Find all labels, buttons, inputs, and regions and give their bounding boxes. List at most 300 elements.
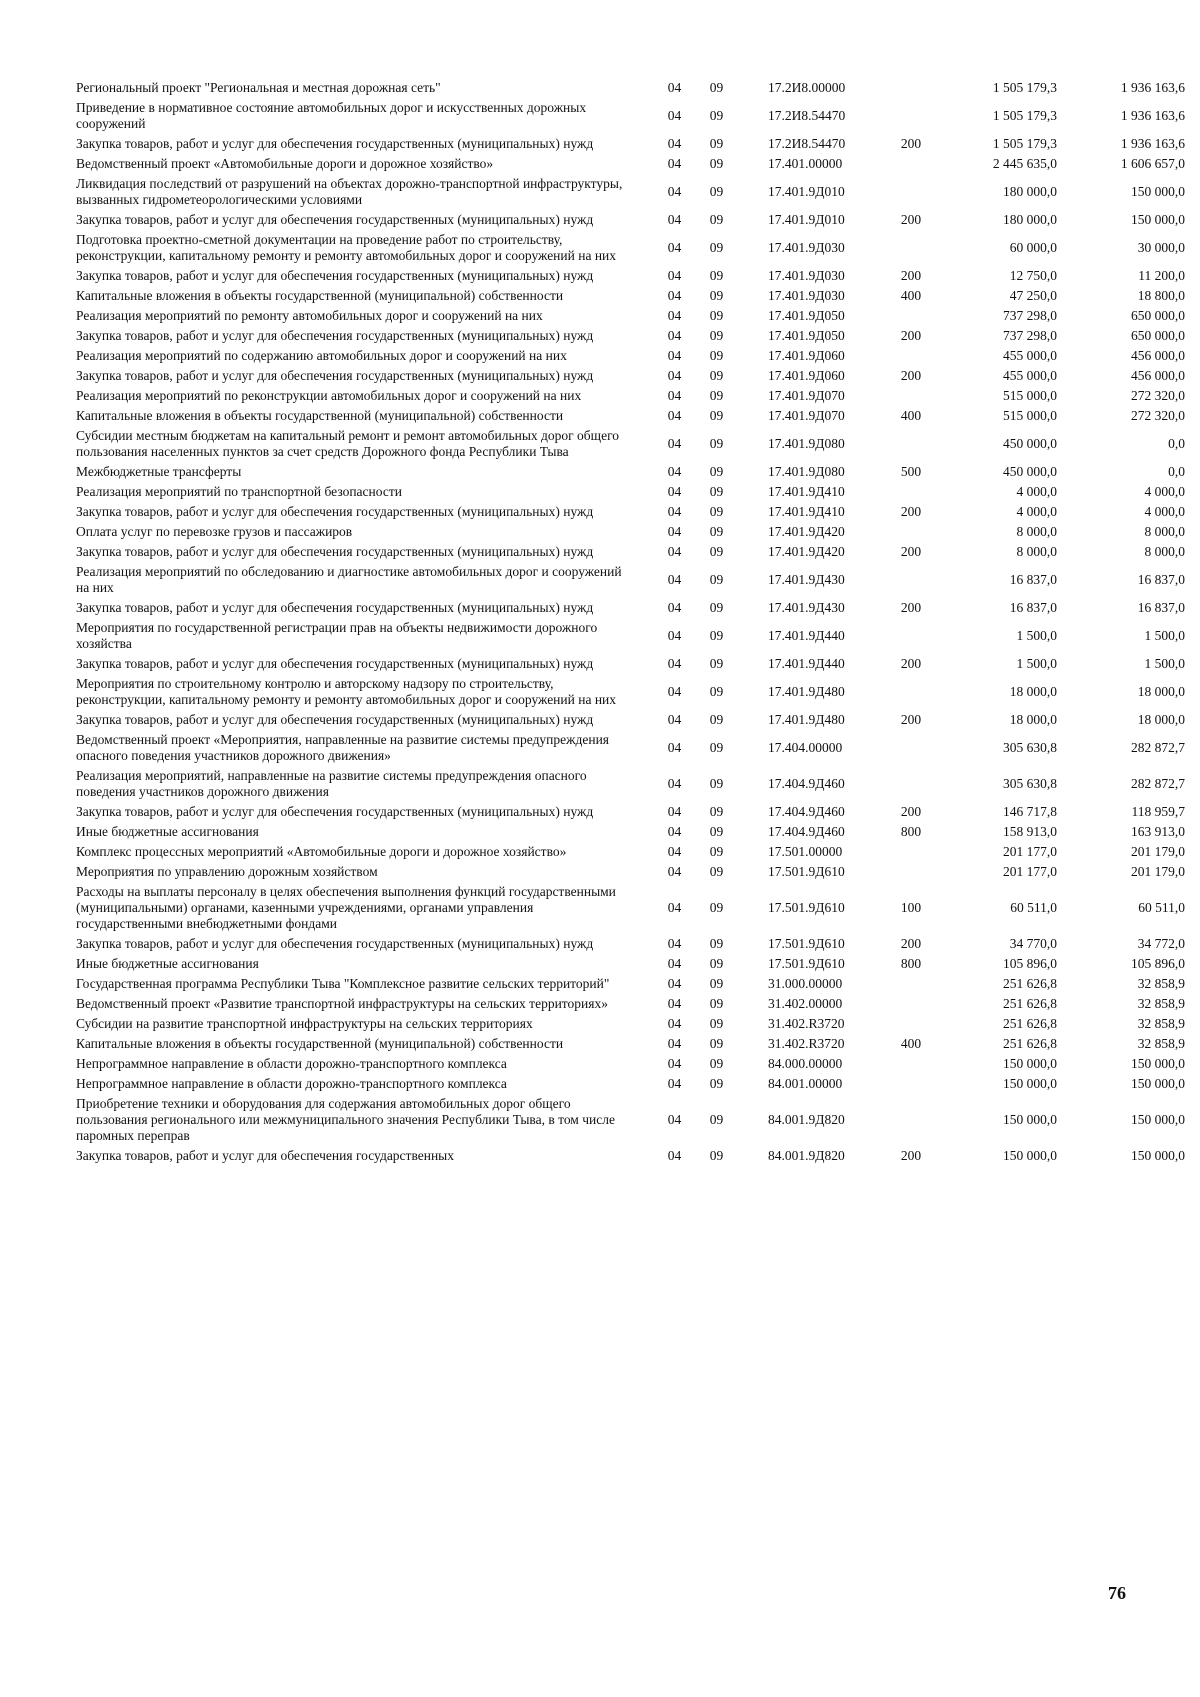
amount-year2-cell: 272 320,0 — [1131, 388, 1185, 403]
subsection-cell: 09 — [709, 996, 724, 1011]
target-code-cell: 17.401.00000 — [768, 156, 843, 171]
amount-year1-cell: 455 000,0 — [1003, 348, 1057, 363]
target-code-cell: 17.401.9Д070 — [768, 408, 845, 423]
section-cell: 04 — [667, 936, 682, 951]
table-row — [76, 134, 1197, 154]
subsection-cell: 09 — [709, 484, 724, 499]
subsection-cell: 09 — [709, 572, 724, 587]
subsection-cell: 09 — [709, 436, 724, 451]
table-row — [76, 230, 1197, 266]
target-code-cell: 17.401.9Д480 — [768, 712, 845, 727]
amount-year1-cell: 16 837,0 — [1009, 572, 1057, 587]
section-cell: 04 — [667, 996, 682, 1011]
row-name-cell: Ведомственный проект «Автомобильные дороги и дорожное хозяйство» — [76, 156, 494, 171]
amount-year2-cell: 1 500,0 — [1144, 628, 1185, 643]
section-cell: 04 — [667, 108, 682, 123]
amount-year1-cell: 450 000,0 — [1003, 464, 1057, 479]
amount-year2-cell: 32 858,9 — [1137, 996, 1185, 1011]
amount-year1-cell: 150 000,0 — [1003, 1112, 1057, 1127]
subsection-cell: 09 — [709, 544, 724, 559]
amount-year2-cell: 150 000,0 — [1131, 1112, 1185, 1127]
section-cell: 04 — [667, 212, 682, 227]
section-cell: 04 — [667, 740, 682, 755]
subsection-cell: 09 — [709, 844, 724, 859]
subsection-cell: 09 — [709, 464, 724, 479]
section-cell: 04 — [667, 504, 682, 519]
expense-type-cell: 200 — [900, 1148, 922, 1163]
table-row — [76, 1146, 1197, 1166]
amount-year2-cell: 150 000,0 — [1131, 1148, 1185, 1163]
amount-year2-cell: 4 000,0 — [1144, 504, 1185, 519]
table-row — [76, 730, 1197, 766]
amount-year1-cell: 60 000,0 — [1009, 240, 1057, 255]
amount-year1-cell: 4 000,0 — [1016, 484, 1057, 499]
amount-year2-cell: 1 500,0 — [1144, 656, 1185, 671]
section-cell: 04 — [667, 184, 682, 199]
amount-year2-cell: 16 837,0 — [1137, 600, 1185, 615]
amount-year1-cell: 2 445 635,0 — [992, 156, 1057, 171]
section-cell: 04 — [667, 436, 682, 451]
expense-type-cell: 200 — [900, 600, 922, 615]
expense-type-cell: 400 — [900, 408, 922, 423]
target-code-cell: 17.404.9Д460 — [768, 804, 845, 819]
section-cell: 04 — [667, 656, 682, 671]
target-code-cell: 17.401.9Д440 — [768, 656, 845, 671]
target-code-cell: 17.404.9Д460 — [768, 824, 845, 839]
row-name-cell: Расходы на выплаты персоналу в целях обеспечения выполнения функций государственными (муниципальными) органами, казенными учреждениями, органами управления государственными внебюджетными фондами — [76, 884, 616, 931]
subsection-cell: 09 — [709, 1112, 724, 1127]
subsection-cell: 09 — [709, 1076, 724, 1091]
row-name-cell: Мероприятия по управлению дорожным хозяйством — [76, 864, 378, 879]
section-cell: 04 — [667, 864, 682, 879]
subsection-cell: 09 — [709, 156, 724, 171]
amount-year1-cell: 450 000,0 — [1003, 436, 1057, 451]
target-code-cell: 17.401.9Д420 — [768, 544, 845, 559]
amount-year2-cell: 1 606 657,0 — [1120, 156, 1185, 171]
table-row — [76, 710, 1197, 730]
target-code-cell: 84.000.00000 — [768, 1056, 843, 1071]
target-code-cell: 17.404.9Д460 — [768, 776, 845, 791]
amount-year1-cell: 34 770,0 — [1009, 936, 1057, 951]
expense-type-cell: 200 — [900, 268, 922, 283]
subsection-cell: 09 — [709, 740, 724, 755]
target-code-cell: 17.401.9Д060 — [768, 348, 845, 363]
expense-type-cell: 200 — [900, 544, 922, 559]
row-name-cell: Иные бюджетные ассигнования — [76, 956, 259, 971]
target-code-cell: 17.401.9Д010 — [768, 184, 845, 199]
table-row — [76, 78, 1197, 98]
amount-year2-cell: 150 000,0 — [1131, 1056, 1185, 1071]
table-row — [76, 154, 1197, 174]
amount-year1-cell: 201 177,0 — [1003, 864, 1057, 879]
subsection-cell: 09 — [709, 368, 724, 383]
row-name-cell: Закупка товаров, работ и услуг для обеспечения государственных — [76, 1148, 455, 1163]
target-code-cell: 17.401.9Д070 — [768, 388, 845, 403]
amount-year1-cell: 12 750,0 — [1009, 268, 1057, 283]
row-name-cell: Реализация мероприятий по обследованию и диагностике автомобильных дорог и сооружений на них — [76, 564, 622, 595]
expense-type-cell — [885, 994, 937, 1014]
target-code-cell: 17.401.9Д080 — [768, 436, 845, 451]
amount-year2-cell: 650 000,0 — [1131, 308, 1185, 323]
amount-year2-cell: 18 000,0 — [1137, 712, 1185, 727]
table-row — [76, 618, 1197, 654]
table-row — [76, 1014, 1197, 1034]
expense-type-cell — [885, 230, 937, 266]
row-name-cell: Региональный проект "Региональная и местная дорожная сеть" — [76, 80, 441, 95]
amount-year1-cell: 180 000,0 — [1003, 184, 1057, 199]
amount-year1-cell: 251 626,8 — [1003, 1036, 1057, 1051]
amount-year2-cell: 8 000,0 — [1144, 544, 1185, 559]
target-code-cell: 17.2И8.00000 — [768, 80, 846, 95]
amount-year1-cell: 105 896,0 — [1003, 956, 1057, 971]
table-row — [76, 174, 1197, 210]
expense-type-cell — [885, 98, 937, 134]
expense-type-cell — [885, 426, 937, 462]
subsection-cell: 09 — [709, 240, 724, 255]
amount-year2-cell: 30 000,0 — [1137, 240, 1185, 255]
amount-year2-cell: 201 179,0 — [1131, 864, 1185, 879]
amount-year1-cell: 201 177,0 — [1003, 844, 1057, 859]
subsection-cell: 09 — [709, 388, 724, 403]
amount-year2-cell: 60 511,0 — [1138, 900, 1185, 915]
expense-type-cell: 200 — [900, 936, 922, 951]
row-name-cell: Закупка товаров, работ и услуг для обеспечения государственных (муниципальных) нужд — [76, 212, 594, 227]
row-name-cell: Мероприятия по государственной регистрации прав на объекты недвижимости дорожного хозяйства — [76, 620, 598, 651]
amount-year2-cell: 105 896,0 — [1131, 956, 1185, 971]
table-row — [76, 266, 1197, 286]
amount-year2-cell: 272 320,0 — [1131, 408, 1185, 423]
section-cell: 04 — [667, 844, 682, 859]
table-row — [76, 882, 1197, 934]
expense-type-cell: 200 — [900, 656, 922, 671]
expense-type-cell — [885, 766, 937, 802]
section-cell: 04 — [667, 408, 682, 423]
target-code-cell: 31.402.R3720 — [768, 1036, 845, 1051]
row-name-cell: Реализация мероприятий по ремонту автомобильных дорог и сооружений на них — [76, 308, 543, 323]
row-name-cell: Закупка товаров, работ и услуг для обеспечения государственных (муниципальных) нужд — [76, 936, 594, 951]
row-name-cell: Реализация мероприятий по реконструкции автомобильных дорог и сооружений на них — [76, 388, 582, 403]
expense-type-cell: 100 — [900, 900, 922, 915]
section-cell: 04 — [667, 308, 682, 323]
section-cell: 04 — [667, 464, 682, 479]
amount-year1-cell: 180 000,0 — [1003, 212, 1057, 227]
section-cell: 04 — [667, 524, 682, 539]
row-name-cell: Ведомственный проект «Развитие транспортной инфраструктуры на сельских территориях» — [76, 996, 608, 1011]
row-name-cell: Капитальные вложения в объекты государственной (муниципальной) собственности — [76, 288, 564, 303]
amount-year2-cell: 18 800,0 — [1137, 288, 1185, 303]
row-name-cell: Закупка товаров, работ и услуг для обеспечения государственных (муниципальных) нужд — [76, 544, 594, 559]
target-code-cell: 17.401.9Д440 — [768, 628, 845, 643]
table-row — [76, 406, 1197, 426]
expense-type-cell — [885, 346, 937, 366]
section-cell: 04 — [667, 628, 682, 643]
expense-type-cell: 400 — [900, 288, 922, 303]
section-cell: 04 — [667, 240, 682, 255]
amount-year2-cell: 18 000,0 — [1137, 684, 1185, 699]
row-name-cell: Мероприятия по строительному контролю и авторскому надзору по строительству, реконструкции, капитальному ремонту и ремонту автомобильных дорог и сооружений на них — [76, 676, 617, 707]
row-name-cell: Капитальные вложения в объекты государственной (муниципальной) собственности — [76, 408, 564, 423]
table-row — [76, 1074, 1197, 1094]
subsection-cell: 09 — [709, 268, 724, 283]
expense-type-cell: 200 — [900, 136, 922, 151]
subsection-cell: 09 — [709, 408, 724, 423]
subsection-cell: 09 — [709, 308, 724, 323]
table-row — [76, 562, 1197, 598]
table-row — [76, 386, 1197, 406]
table-row — [76, 286, 1197, 306]
amount-year1-cell: 4 000,0 — [1016, 504, 1057, 519]
table-row — [76, 1054, 1197, 1074]
subsection-cell: 09 — [709, 80, 724, 95]
amount-year2-cell: 1 936 163,6 — [1120, 80, 1185, 95]
amount-year2-cell: 32 858,9 — [1137, 1016, 1185, 1031]
subsection-cell: 09 — [709, 824, 724, 839]
subsection-cell: 09 — [709, 712, 724, 727]
section-cell: 04 — [667, 600, 682, 615]
row-name-cell: Закупка товаров, работ и услуг для обеспечения государственных (муниципальных) нужд — [76, 712, 594, 727]
section-cell: 04 — [667, 712, 682, 727]
amount-year2-cell: 0,0 — [1168, 436, 1185, 451]
section-cell: 04 — [667, 268, 682, 283]
amount-year1-cell: 146 717,8 — [1003, 804, 1057, 819]
amount-year2-cell: 1 936 163,6 — [1120, 108, 1185, 123]
table-row — [76, 98, 1197, 134]
amount-year1-cell: 8 000,0 — [1016, 524, 1057, 539]
row-name-cell: Непрограммное направление в области дорожно-транспортного комплекса — [76, 1056, 507, 1071]
table-row — [76, 542, 1197, 562]
subsection-cell: 09 — [709, 136, 724, 151]
subsection-cell: 09 — [709, 656, 724, 671]
row-name-cell: Реализация мероприятий по транспортной безопасности — [76, 484, 402, 499]
amount-year2-cell: 150 000,0 — [1131, 1076, 1185, 1091]
table-row — [76, 1034, 1197, 1054]
section-cell: 04 — [667, 388, 682, 403]
table-row — [76, 366, 1197, 386]
subsection-cell: 09 — [709, 328, 724, 343]
table-row — [76, 842, 1197, 862]
amount-year1-cell: 251 626,8 — [1003, 1016, 1057, 1031]
amount-year2-cell: 201 179,0 — [1131, 844, 1185, 859]
subsection-cell: 09 — [709, 956, 724, 971]
page-number: 76 — [1108, 1583, 1126, 1603]
expense-type-cell: 200 — [900, 212, 922, 227]
subsection-cell: 09 — [709, 804, 724, 819]
amount-year1-cell: 60 511,0 — [1010, 900, 1057, 915]
target-code-cell: 17.401.9Д080 — [768, 464, 845, 479]
table-row — [76, 598, 1197, 618]
expense-type-cell: 400 — [900, 1036, 922, 1051]
amount-year2-cell: 4 000,0 — [1144, 484, 1185, 499]
table-row — [76, 802, 1197, 822]
expense-type-cell — [885, 1014, 937, 1034]
section-cell: 04 — [667, 484, 682, 499]
row-name-cell: Иные бюджетные ассигнования — [76, 824, 259, 839]
expense-type-cell — [885, 1094, 937, 1146]
amount-year1-cell: 1 505 179,3 — [992, 136, 1057, 151]
table-row — [76, 522, 1197, 542]
amount-year1-cell: 737 298,0 — [1003, 328, 1057, 343]
section-cell: 04 — [667, 288, 682, 303]
section-cell: 04 — [667, 544, 682, 559]
target-code-cell: 17.2И8.54470 — [768, 108, 846, 123]
target-code-cell: 17.401.9Д010 — [768, 212, 845, 227]
table-row — [76, 462, 1197, 482]
amount-year1-cell: 515 000,0 — [1003, 388, 1057, 403]
table-row — [76, 674, 1197, 710]
expense-type-cell — [885, 842, 937, 862]
row-name-cell: Закупка товаров, работ и услуг для обеспечения государственных (муниципальных) нужд — [76, 328, 594, 343]
target-code-cell: 17.401.9Д420 — [768, 524, 845, 539]
amount-year2-cell: 0,0 — [1168, 464, 1185, 479]
table-row — [76, 426, 1197, 462]
amount-year2-cell: 8 000,0 — [1144, 524, 1185, 539]
row-name-cell: Реализация мероприятий по содержанию автомобильных дорог и сооружений на них — [76, 348, 567, 363]
amount-year1-cell: 47 250,0 — [1009, 288, 1057, 303]
section-cell: 04 — [667, 1076, 682, 1091]
row-name-cell: Закупка товаров, работ и услуг для обеспечения государственных (муниципальных) нужд — [76, 504, 594, 519]
target-code-cell: 17.401.9Д030 — [768, 288, 845, 303]
amount-year1-cell: 150 000,0 — [1003, 1056, 1057, 1071]
amount-year2-cell: 456 000,0 — [1131, 348, 1185, 363]
target-code-cell: 17.2И8.54470 — [768, 136, 846, 151]
section-cell: 04 — [667, 804, 682, 819]
table-row — [76, 974, 1197, 994]
expense-type-cell: 800 — [900, 956, 922, 971]
expense-type-cell — [885, 730, 937, 766]
table-row — [76, 502, 1197, 522]
row-name-cell: Закупка товаров, работ и услуг для обеспечения государственных (муниципальных) нужд — [76, 136, 594, 151]
amount-year1-cell: 1 505 179,3 — [992, 108, 1057, 123]
subsection-cell: 09 — [709, 504, 724, 519]
amount-year1-cell: 18 000,0 — [1009, 712, 1057, 727]
target-code-cell: 17.501.00000 — [768, 844, 843, 859]
amount-year2-cell: 150 000,0 — [1131, 184, 1185, 199]
subsection-cell: 09 — [709, 1016, 724, 1031]
table-row — [76, 482, 1197, 502]
expense-type-cell: 200 — [900, 712, 922, 727]
table-row — [76, 1094, 1197, 1146]
amount-year2-cell: 1 936 163,6 — [1120, 136, 1185, 151]
amount-year1-cell: 1 500,0 — [1016, 656, 1057, 671]
expense-type-cell — [885, 174, 937, 210]
amount-year2-cell: 650 000,0 — [1131, 328, 1185, 343]
expense-type-cell — [885, 974, 937, 994]
row-name-cell: Закупка товаров, работ и услуг для обеспечения государственных (муниципальных) нужд — [76, 600, 594, 615]
table-row — [76, 654, 1197, 674]
target-code-cell: 17.401.9Д050 — [768, 328, 845, 343]
subsection-cell: 09 — [709, 108, 724, 123]
amount-year1-cell: 455 000,0 — [1003, 368, 1057, 383]
subsection-cell: 09 — [709, 684, 724, 699]
amount-year1-cell: 16 837,0 — [1009, 600, 1057, 615]
section-cell: 04 — [667, 136, 682, 151]
budget-table — [76, 78, 1197, 1166]
section-cell: 04 — [667, 684, 682, 699]
amount-year1-cell: 1 505 179,3 — [992, 80, 1057, 95]
table-row — [76, 954, 1197, 974]
expense-type-cell: 200 — [900, 504, 922, 519]
amount-year2-cell: 16 837,0 — [1137, 572, 1185, 587]
row-name-cell: Субсидии местным бюджетам на капитальный ремонт и ремонт автомобильных дорог общего пользования населенных пунктов за счет средств Дорожного фонда Республики Тыва — [76, 428, 620, 459]
budget-table-body — [76, 78, 1197, 1166]
expense-type-cell: 800 — [900, 824, 922, 839]
expense-type-cell — [885, 674, 937, 710]
amount-year2-cell: 282 872,7 — [1131, 776, 1185, 791]
row-name-cell: Закупка товаров, работ и услуг для обеспечения государственных (муниципальных) нужд — [76, 268, 594, 283]
amount-year2-cell: 11 200,0 — [1138, 268, 1185, 283]
section-cell: 04 — [667, 1036, 682, 1051]
target-code-cell: 17.401.9Д060 — [768, 368, 845, 383]
amount-year2-cell: 150 000,0 — [1131, 212, 1185, 227]
amount-year1-cell: 150 000,0 — [1003, 1076, 1057, 1091]
expense-type-cell: 200 — [900, 328, 922, 343]
section-cell: 04 — [667, 776, 682, 791]
row-name-cell: Подготовка проектно-сметной документации на проведение работ по строительству, реконструкции, капитальному ремонту и ремонту автомобильных дорог и сооружений на них — [76, 232, 617, 263]
row-name-cell: Приведение в нормативное состояние автомобильных дорог и искусственных дорожных сооружений — [76, 100, 587, 131]
section-cell: 04 — [667, 956, 682, 971]
row-name-cell: Комплекс процессных мероприятий «Автомобильные дороги и дорожное хозяйство» — [76, 844, 567, 859]
target-code-cell: 17.401.9Д430 — [768, 600, 845, 615]
amount-year1-cell: 515 000,0 — [1003, 408, 1057, 423]
expense-type-cell — [885, 386, 937, 406]
target-code-cell: 17.501.9Д610 — [768, 936, 845, 951]
amount-year2-cell: 34 772,0 — [1137, 936, 1185, 951]
table-row — [76, 862, 1197, 882]
amount-year1-cell: 305 630,8 — [1003, 776, 1057, 791]
target-code-cell: 31.402.00000 — [768, 996, 843, 1011]
amount-year2-cell: 118 959,7 — [1131, 804, 1185, 819]
expense-type-cell — [885, 482, 937, 502]
amount-year1-cell: 8 000,0 — [1016, 544, 1057, 559]
table-row — [76, 934, 1197, 954]
amount-year1-cell: 305 630,8 — [1003, 740, 1057, 755]
target-code-cell: 17.404.00000 — [768, 740, 843, 755]
row-name-cell: Оплата услуг по перевозке грузов и пассажиров — [76, 524, 353, 539]
row-name-cell: Субсидии на развитие транспортной инфраструктуры на сельских территориях — [76, 1016, 533, 1031]
target-code-cell: 84.001.9Д820 — [768, 1112, 845, 1127]
expense-type-cell — [885, 862, 937, 882]
row-name-cell: Реализация мероприятий, направленные на развитие системы предупреждения опасного поведения участников дорожного движения — [76, 768, 587, 799]
subsection-cell: 09 — [709, 976, 724, 991]
amount-year2-cell: 32 858,9 — [1137, 1036, 1185, 1051]
table-row — [76, 306, 1197, 326]
expense-type-cell — [885, 78, 937, 98]
target-code-cell: 17.401.9Д030 — [768, 240, 845, 255]
target-code-cell: 17.401.9Д480 — [768, 684, 845, 699]
amount-year2-cell: 163 913,0 — [1131, 824, 1185, 839]
table-row — [76, 346, 1197, 366]
target-code-cell: 17.401.9Д410 — [768, 484, 845, 499]
amount-year2-cell: 456 000,0 — [1131, 368, 1185, 383]
row-name-cell: Ликвидация последствий от разрушений на объектах дорожно-транспортной инфраструктуры, вызванных гидрометеорологическими условиями — [76, 176, 623, 207]
section-cell: 04 — [667, 156, 682, 171]
target-code-cell: 17.501.9Д610 — [768, 864, 845, 879]
section-cell: 04 — [667, 348, 682, 363]
subsection-cell: 09 — [709, 212, 724, 227]
expense-type-cell — [885, 1054, 937, 1074]
subsection-cell: 09 — [709, 864, 724, 879]
subsection-cell: 09 — [709, 288, 724, 303]
section-cell: 04 — [667, 368, 682, 383]
table-row — [76, 326, 1197, 346]
table-row — [76, 822, 1197, 842]
expense-type-cell — [885, 522, 937, 542]
section-cell: 04 — [667, 824, 682, 839]
section-cell: 04 — [667, 900, 682, 915]
section-cell: 04 — [667, 1016, 682, 1031]
target-code-cell: 17.501.9Д610 — [768, 956, 845, 971]
subsection-cell: 09 — [709, 776, 724, 791]
